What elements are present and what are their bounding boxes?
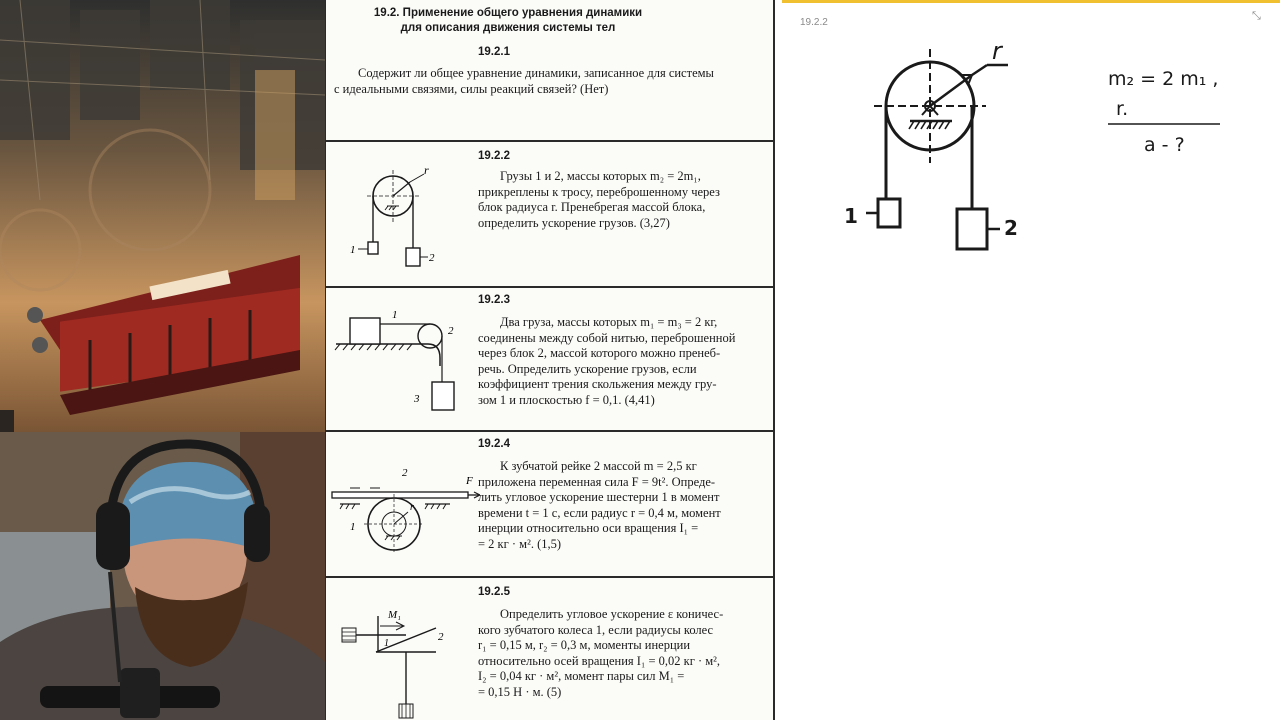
pulley-icon bbox=[866, 49, 1008, 249]
problem-number: 19.2.3 bbox=[478, 294, 510, 306]
problem-text: Содержит ли общее уравнение динамики, записанное для системы с идеальными связями, силы реакций связей? (Нет) bbox=[334, 66, 714, 96]
label-mass-1: 1 bbox=[844, 204, 858, 228]
handwritten-drawing bbox=[782, 3, 1280, 303]
label-mass-2: 2 bbox=[1004, 216, 1018, 240]
webcam-feed bbox=[0, 432, 325, 720]
figure-label-m1: M₁ bbox=[388, 609, 401, 621]
steampunk-city-artwork bbox=[0, 0, 325, 432]
bevel-gear-figure bbox=[336, 608, 476, 728]
textbook-page bbox=[325, 0, 775, 720]
given-radius: r. bbox=[1116, 98, 1129, 120]
figure-label-1: 1 bbox=[350, 244, 356, 256]
problem-19-2-1 bbox=[326, 0, 774, 140]
whiteboard-canvas[interactable] bbox=[782, 0, 1280, 720]
gear-rack-figure bbox=[330, 462, 480, 582]
problem-text: Грузы 1 и 2, массы которых m₂ = 2m₁, прикреплены к тросу, переброшенному через блок радиуса r. Пренебрегая массой блока, определить ускорение грузов. (3,27) bbox=[478, 169, 720, 230]
section-title: 19.2. Применение общего уравнения динамики для описания движения системы тел bbox=[373, 7, 643, 34]
figure-label-1: 1 bbox=[350, 521, 356, 533]
figure-label-r: r bbox=[424, 163, 429, 177]
figure-label-2: 2 bbox=[438, 631, 444, 643]
find-acceleration: a - ? bbox=[1144, 134, 1185, 156]
figure-label-f: F bbox=[466, 475, 473, 487]
problem-19-2-5 bbox=[326, 576, 774, 720]
problem-text: К зубчатой рейке 2 массой m = 2,5 кг приложена переменная сила F = 9t². Опреде- лить угловое ускорение шестерни 1 в момент времени t = 1 с, если радиус r = 0,4 м, момент инерции относительно оси вращения I₁ = = 2 кг · м². (1,5) bbox=[478, 459, 721, 551]
problem-19-2-3 bbox=[326, 286, 774, 430]
label-r: r bbox=[992, 37, 1002, 65]
problem-number: 19.2.1 bbox=[478, 46, 510, 58]
problem-number: 19.2.2 bbox=[478, 150, 510, 162]
problem-text: Определить угловое ускорение ε коничес- кого зубчатого колеса 1, если радиусы колес r₁ = 0,15 м, r₂ = 0,3 м, моменты инерции относительно осей вращения I₁ = 0,02 кг · м², I₂ = 0,04 кг · м², момент пары сил M₁ = = 0,15 Н · м. (5) bbox=[478, 607, 724, 699]
pulley-figure bbox=[332, 296, 477, 426]
whiteboard-page-label: 19.2.2 bbox=[800, 17, 828, 28]
figure-label-1: 1 bbox=[384, 638, 389, 649]
given-mass-relation: m₂ = 2 m₁ , bbox=[1108, 68, 1219, 90]
problem-text: Два груза, массы которых m₁ = m₃ = 2 кг, соединены между собой нитью, переброшенной через блок 2, массой которого можно пренеб- речь. Определить ускорение грузов, если коэффициент трения скольжения между гру- зом 1 и плоскостью f = 0,1. (4,41) bbox=[478, 315, 736, 407]
figure-label-1: 1 bbox=[392, 309, 398, 321]
problem-19-2-2 bbox=[326, 140, 774, 286]
problem-number: 19.2.4 bbox=[478, 438, 510, 450]
pulley-figure bbox=[338, 146, 468, 286]
stream-background bbox=[0, 0, 325, 720]
expand-icon[interactable]: ⤡ bbox=[1252, 9, 1261, 22]
figure-label-r: r bbox=[410, 502, 414, 513]
figure-label-2: 2 bbox=[448, 325, 454, 337]
figure-label-2: 2 bbox=[402, 467, 408, 479]
figure-label-3: 3 bbox=[414, 393, 420, 405]
problem-19-2-4 bbox=[326, 430, 774, 576]
figure-label-2: 2 bbox=[429, 252, 435, 264]
problem-number: 19.2.5 bbox=[478, 586, 510, 598]
